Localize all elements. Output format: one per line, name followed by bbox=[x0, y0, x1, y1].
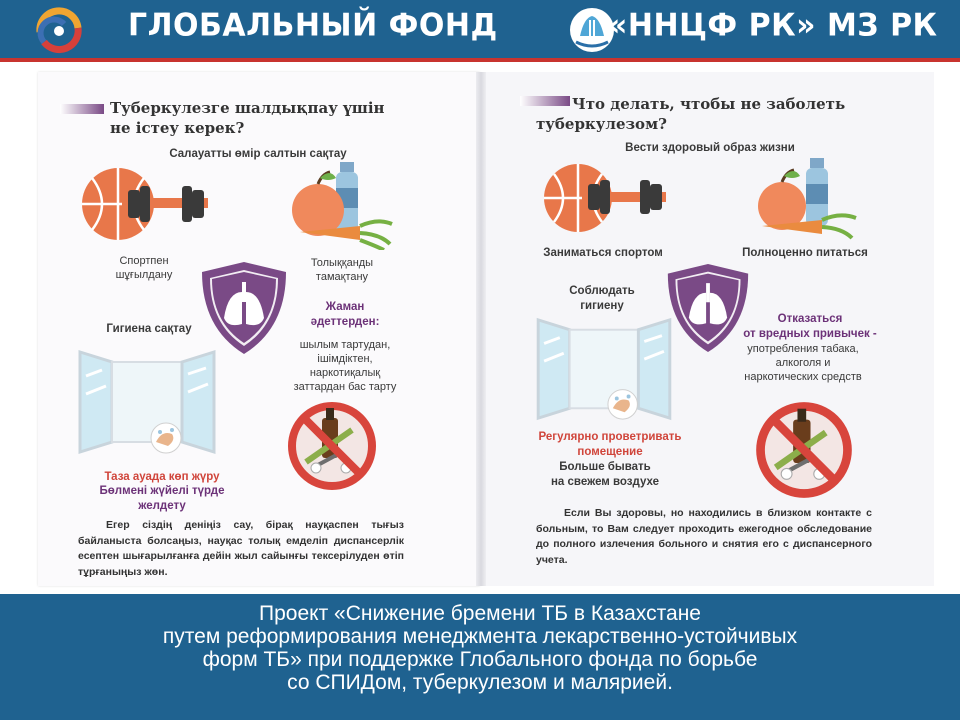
nncf-title: «ННЦФ РК» МЗ РК bbox=[608, 7, 938, 44]
ventilate-label-ru-line2: помещение bbox=[577, 446, 643, 458]
bad-habits-text-kz-line4: заттардан бас тарту bbox=[293, 381, 397, 393]
nutrition-label-kz-line1: Толыққанды bbox=[310, 257, 374, 269]
window-icon bbox=[72, 346, 222, 458]
paragraph-ru: Если Вы здоровы, но находились в близком контакте с больным, то Вам следует проходить ежегодное обследование до полного излечения больного и снятия его с диспансерного учета. bbox=[536, 507, 872, 566]
fresh-air-label-ru-line1: Больше бывать bbox=[559, 461, 651, 473]
healthy-life-kz: Салауатты өмір салтын сақтау bbox=[169, 148, 347, 160]
heading-russian-line1: Что делать, чтобы не заболеть bbox=[572, 95, 846, 113]
heading-kazakh bbox=[110, 98, 410, 138]
bad-habits-text-ru-line1: употребления табака, bbox=[747, 343, 859, 355]
nutrition-label-kz bbox=[294, 256, 390, 284]
sport-illustration-ru bbox=[540, 162, 680, 248]
hygiene-label-ru bbox=[552, 284, 652, 314]
hand-washing-icon bbox=[608, 390, 637, 419]
bad-habits-text-ru bbox=[728, 342, 878, 384]
sport-label-ru: Заниматься спортом bbox=[543, 247, 663, 259]
bad-habits-text-kz-line2: ішімдіктен, bbox=[317, 353, 373, 365]
ventilate-label-ru-line1: Регулярно проветривать bbox=[538, 431, 682, 443]
footer-line-3: форм ТБ» при поддержке Глобального фонда по борьбе bbox=[202, 648, 758, 671]
water-bottle-icon bbox=[806, 158, 828, 226]
bad-habits-text-kz-line1: шылым тартудан, bbox=[299, 339, 391, 351]
window-icon bbox=[530, 314, 678, 424]
header-banner bbox=[0, 0, 960, 62]
sport-label-kz bbox=[96, 254, 192, 282]
ventilate-label-ru bbox=[530, 430, 690, 460]
nutrition-label-ru: Полноценно питаться bbox=[742, 247, 868, 259]
bad-habits-title-ru bbox=[740, 312, 880, 342]
heading-bar-left bbox=[60, 104, 104, 114]
bad-habits-text-ru-line2: алкоголя и bbox=[775, 357, 831, 369]
hygiene-label-ru-line1: Соблюдать bbox=[569, 285, 635, 297]
healthy-life-ru: Вести здоровый образ жизни bbox=[625, 142, 795, 154]
global-fund-title: ГЛОБАЛЬНЫЙ ФОНД bbox=[128, 7, 498, 44]
apple-icon bbox=[758, 170, 806, 230]
bad-habits-text-kz bbox=[284, 338, 406, 394]
bad-habits-title-ru-line1: Отказаться bbox=[777, 313, 843, 325]
hand-washing-icon bbox=[151, 423, 181, 453]
footer-line-4: со СПИДом, туберкулезом и малярией. bbox=[287, 671, 673, 694]
heading-bar-right bbox=[520, 96, 570, 106]
heading-russian bbox=[536, 94, 872, 134]
ventilate-label-kz-line2: желдету bbox=[138, 500, 186, 512]
booklet-spine bbox=[476, 72, 486, 586]
footer-project-text bbox=[0, 602, 960, 694]
bad-habits-text-ru-line3: наркотических средств bbox=[744, 371, 862, 383]
hygiene-label-kz: Гигиена сақтау bbox=[106, 323, 192, 335]
bad-habits-title-kz-line2: әдеттерден: bbox=[310, 316, 380, 328]
footer-line-1: Проект «Снижение бремени ТБ в Казахстане bbox=[259, 602, 701, 625]
ventilate-label-kz-line1: Бөлмені жүйелі түрде bbox=[99, 485, 225, 497]
heading-russian-line2: туберкулезом? bbox=[536, 115, 667, 133]
bad-habits-title-kz-line1: Жаман bbox=[325, 301, 365, 313]
footer-banner bbox=[0, 594, 960, 720]
fresh-air-label-kz: Таза ауада көп жүру bbox=[104, 471, 220, 483]
nutrition-illustration-kz bbox=[286, 154, 396, 250]
paragraph-kz: Егер сіздің деніңіз сау, бірақ науқаспен тығыз байланыста болсаңыз, науқас толық емделіп диспансерлік есептен шығарылғанға дейін жыл сайынғы тексерілуден өтіп тұрғаныңыз жөн. bbox=[78, 519, 404, 578]
no-drugs-icon bbox=[754, 400, 854, 500]
fresh-air-label-ru bbox=[540, 460, 670, 490]
fresh-air-label-ru-line2: на свежем воздухе bbox=[550, 476, 660, 488]
nutrition-label-kz-line2: тамақтану bbox=[315, 271, 369, 283]
bad-habits-title-ru-line2: от вредных привычек - bbox=[743, 328, 877, 340]
footer-line-2: путем реформирования менеджмента лекарственно-устойчивых bbox=[162, 625, 798, 648]
bad-habits-text-kz-line3: наркотиқалық bbox=[309, 367, 381, 379]
hygiene-label-ru-line2: гигиену bbox=[580, 300, 624, 312]
shield-lungs-icon bbox=[198, 258, 290, 358]
sport-label-kz-line1: Спортпен bbox=[119, 255, 169, 267]
no-drugs-icon bbox=[286, 400, 378, 492]
bad-habits-title-kz bbox=[290, 300, 400, 330]
global-fund-logo bbox=[34, 6, 84, 54]
ventilate-label-kz bbox=[70, 484, 254, 514]
dumbbell-icon bbox=[582, 180, 666, 214]
heading-kazakh-text: Туберкулезге шалдықпау үшін не істеу керек? bbox=[110, 99, 385, 137]
sport-illustration-kz bbox=[78, 166, 218, 256]
sport-label-kz-line2: шұғылдану bbox=[115, 269, 173, 281]
nutrition-illustration-ru bbox=[752, 152, 862, 244]
dumbbell-icon bbox=[122, 186, 208, 222]
